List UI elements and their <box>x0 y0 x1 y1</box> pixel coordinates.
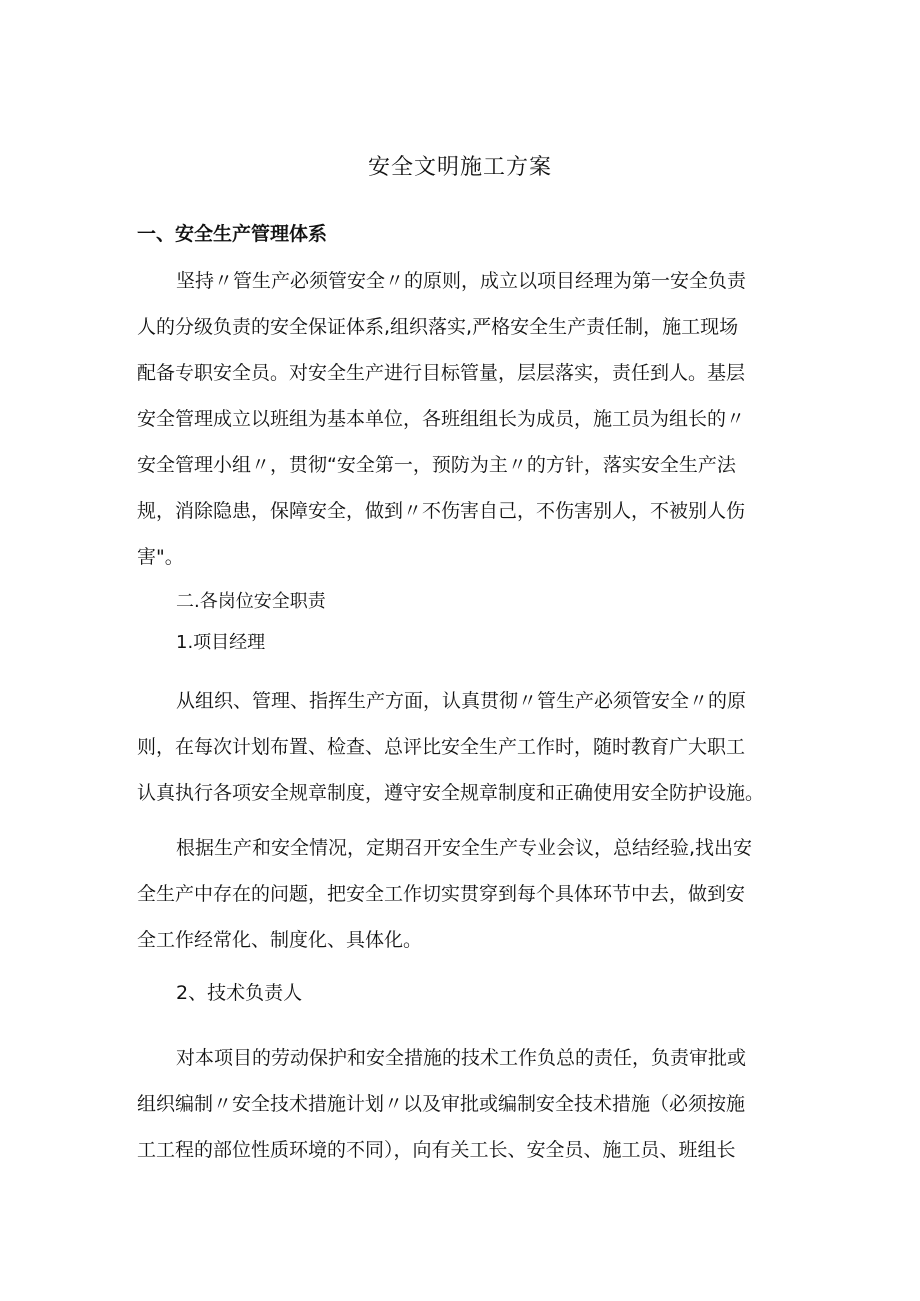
paragraph-line: 害"。 <box>137 546 184 568</box>
paragraph-line: 人的分级负责的安全保证体系,组织落实,严格安全生产责任制，施工现场 <box>137 316 739 338</box>
paragraph-line: 配备专职安全员。对安全生产进行目标管量，层层落实，责任到人。基层 <box>137 362 746 384</box>
paragraph-line: 组织编制〃安全技术措施计划〃以及审批或编制安全技术措施（必须按施 <box>137 1093 746 1115</box>
section-heading-post-duties: 二.各岗位安全职责 <box>176 591 326 612</box>
paragraph-line: 工工程的部位性质环境的不同），向有关工长、安全员、施工员、班组长 <box>137 1139 736 1161</box>
paragraph-line: 全工作经常化、制度化、具体化。 <box>137 929 423 951</box>
paragraph-line: 坚持〃管生产必须管安全〃的原则，成立以项目经理为第一安全负责 <box>176 270 747 292</box>
paragraph-line: 规，消除隐患，保障安全，做到〃不伤害自己，不伤害别人，不被别人伤 <box>137 500 746 522</box>
paragraph-line: 对本项目的劳动保护和安全措施的技术工作负总的责任，负责审批或 <box>176 1047 747 1069</box>
document-title: 安全文明施工方案 <box>367 155 552 180</box>
paragraph-line: 从组织、管理、指挥生产方面，认真贯彻〃管生产必须管安全〃的原 <box>176 690 747 712</box>
subsection-heading-technical-lead: 2、技术负责人 <box>176 982 303 1004</box>
paragraph-line: 则，在每次计划布置、检查、总评比安全生产工作时，随时教育广大职工 <box>137 736 746 758</box>
paragraph-line: 安全管理成立以班组为基本单位，各班组组长为成员，施工员为组长的〃 <box>137 408 746 430</box>
subsection-heading-project-manager: 1.项目经理 <box>176 632 266 653</box>
paragraph-project-manager-1 <box>137 678 797 816</box>
paragraph-project-manager-2 <box>137 825 797 963</box>
paragraph-technical-lead <box>137 1035 797 1173</box>
paragraph-line: 全生产中存在的问题，把安全工作切实贯穿到每个具体环节中去，做到安 <box>137 883 746 905</box>
paragraph-line: 根据生产和安全情况，定期召开安全生产专业会议，总结经验,找出安 <box>176 837 753 859</box>
section-heading-management-system: 一、安全生产管理体系 <box>137 223 328 245</box>
paragraph-line: 认真执行各项安全规章制度，遵守安全规章制度和正确使用安全防护设施。 <box>137 782 765 804</box>
paragraph-management-system <box>137 258 797 580</box>
paragraph-line: 安全管理小组〃，贯彻“安全第一，预防为主〃的方针，落实安全生产法 <box>137 454 736 476</box>
